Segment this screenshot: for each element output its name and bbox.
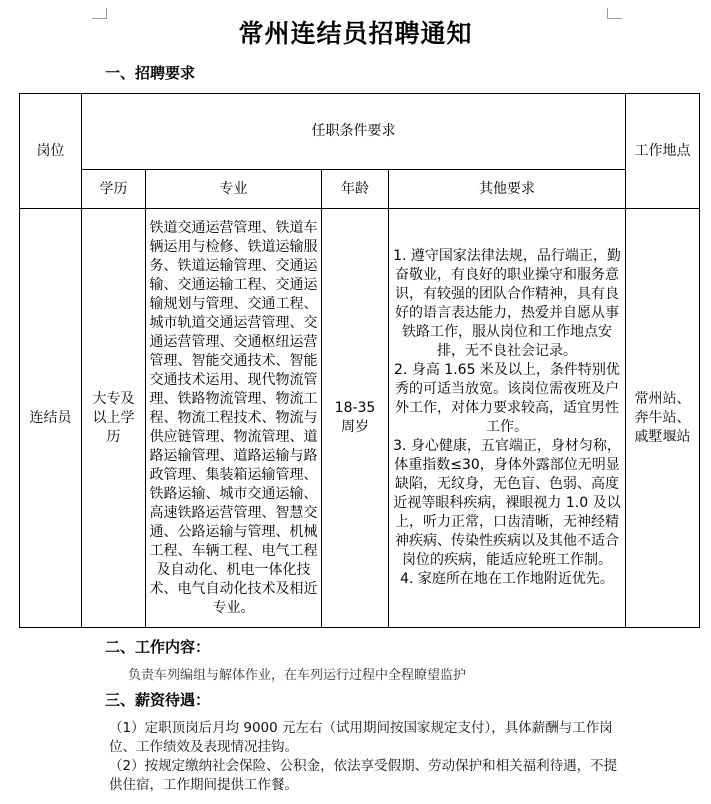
header-location-text: 工作地点 [634,142,691,159]
header-other: 其他要求 [389,170,626,209]
cell-education [82,209,146,628]
salary-item-2: （2）按规定缴纳社会保险、公积金，依法享受假期、劳动保护和相关福利待遇，不提供住宿，工作期间提供工作餐。 [109,758,618,793]
requirements-table [19,93,700,628]
header-age: 年龄 [322,170,389,209]
header-post: 岗位 [20,94,82,209]
header-conditions: 任职条件要求 [82,94,626,170]
job-content-text: 负责车列编组与解体作业，在车列运行过程中全程瞭望监护 [128,668,467,683]
other-item-4: 4. 家庭所在地在工作地附近优先。 [400,571,614,587]
other-item-3: 3. 身心健康，五官端正，身材匀称，体重指数≤30，身体外露部位无明显缺陷，无纹身，无色盲、色弱、高度近视等眼科疾病，裸眼视力 1.0 及以上，听力正常，口齿清晰，无神经精神疾病、传染性疾病以及其他不适合岗位的疾病，能适应轮班工作制。 [393,438,621,568]
header-location [626,94,700,209]
cell-age [322,209,389,628]
salary-item-1: （1）定职顶岗后月均 9000 元左右（试用期间按国家规定支付），具体薪酬与工作岗位、工作绩效及表现情况挂钩。 [109,720,613,755]
header-education: 学历 [82,170,146,209]
section-heading-requirements: 一、招聘要求 [105,64,196,82]
section-heading-salary: 三、薪资待遇： [105,691,211,709]
cell-other [389,209,626,628]
cell-major: 铁道交通运营管理、铁道车辆运用与检修、铁道运输服务、铁道运输管理、交通运输、交通运输工程、交通运输规划与管理、交通工程、城市轨道交通运营管理、交通运营管理、交通枢纽运营管理、智能交通技术、智能交通技术运用、现代物流管理、铁路物流管理、物流工程、物流工程技术、物流与供应链管理、物流管理、道路运输管理、道路运输与路政管理、集装箱运输管理、铁路运输、城市交通运输、高速铁路运营管理、智慧交通、公路运输与管理、机械工程、车辆工程、电气工程及自动化、机电一体化技术、电气自动化技术及相近专业。 [146,209,322,628]
cell-education-text: 大专及以上学历 [92,390,135,445]
section-heading-job-content: 二、工作内容： [105,638,211,656]
cell-age-text: 18-35 周岁 [334,400,376,435]
other-item-2: 2. 身高 1.65 米及以上，条件特别优秀的可适当放宽。该岗位需夜班及户外工作，对体力要求较高，适宜男性工作。 [394,362,620,435]
cell-location-text: 常州站、奔牛站、戚墅堰站 [634,390,691,445]
page-title: 常州连结员招聘通知 [238,19,473,48]
cell-location [626,209,700,628]
header-major: 专业 [146,170,322,209]
cell-post: 连结员 [20,209,82,628]
other-item-1: 1. 遵守国家法律法规，品行端正，勤奋敬业，有良好的职业操守和服务意识，有较强的团队合作精神，具有良好的语言表达能力，热爱并自愿从事铁路工作，服从岗位和工作地点安排，无不良社会记录。 [393,248,621,359]
salary-list [109,719,629,795]
